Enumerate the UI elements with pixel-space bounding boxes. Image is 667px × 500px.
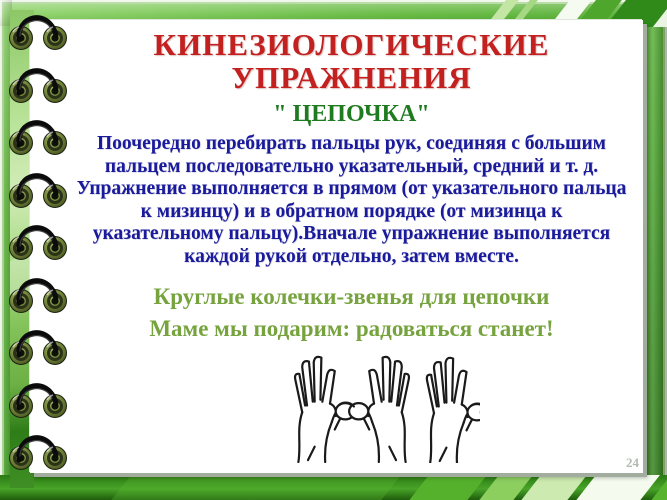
binding-ring-icon [4,426,76,472]
title-line-2: УПРАЖНЕНИЯ [231,60,472,95]
stripe [104,475,405,500]
binding-ring-icon [4,216,76,262]
binding-ring-icon [4,321,76,367]
description-line: к мизинцу) и в обратном порядке (от мизинца к [140,200,563,222]
description-line: каждой рукой отдельно, затем вместе. [184,245,519,267]
description-line: Поочередно перебирать пальцы рук, соединяя с большим [97,133,606,154]
poem [68,281,635,345]
notebook-page [30,20,643,473]
stripe [402,475,491,500]
bottom-stripes-decoration [0,475,667,500]
page-number: 24 [626,455,639,470]
page-title [68,28,635,94]
description-line: Упражнение выполняется в прямом (от указательного пальца [76,178,627,200]
hands-chain-illustration [68,350,635,464]
slide-content [68,20,635,464]
description-line: пальцем последовательно указательный, средний и т. д. [104,155,599,177]
binding-ring-icon [4,269,76,315]
binding-ring-icon [4,164,76,210]
subtitle: " ЦЕПОЧКА" [273,101,430,127]
binding-ring-icon [4,111,76,157]
hands-drawing-icon [224,350,480,463]
binding-ring-icon [4,374,76,420]
title-line-1: КИНЕЗИОЛОГИЧЕСКИЕ [153,27,550,62]
poem-line: Маме мы подарим: радоваться станет! [149,315,554,341]
exercise-description [68,133,635,269]
poem-line: Круглые колечки-звенья для цепочки [153,283,550,309]
description-line: указательному пальцу).Вначале упражнение выполняется [92,223,611,245]
binding-ring-icon [4,59,76,105]
binding-ring-icon [4,6,76,52]
frame-right-shade [641,0,667,500]
